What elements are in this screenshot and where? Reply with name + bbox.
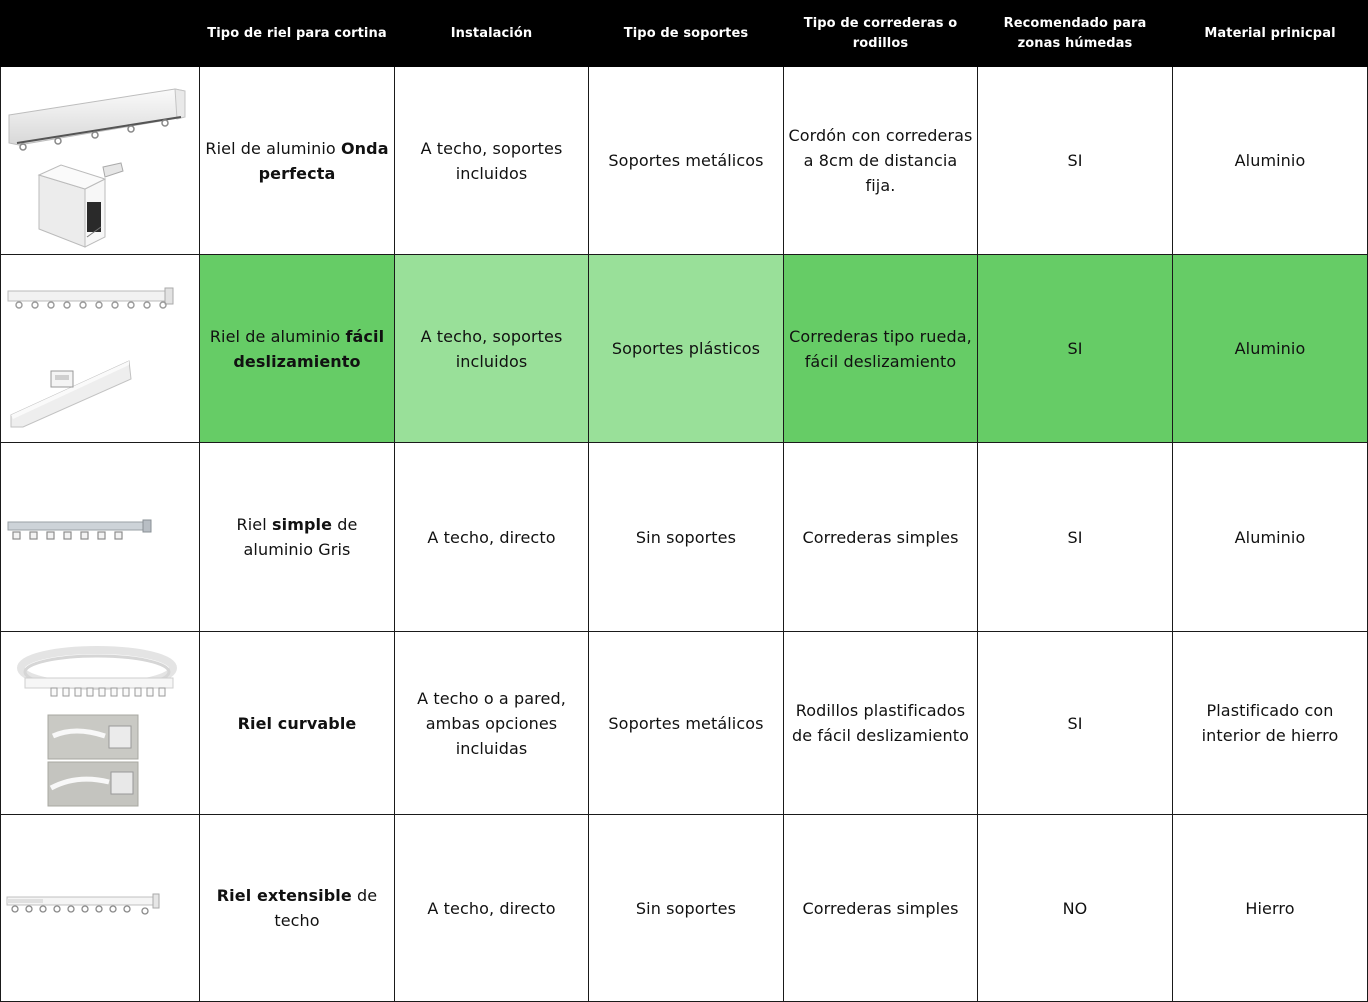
header-material: Material prinicpal xyxy=(1173,1,1368,67)
product-image-cell xyxy=(1,67,200,255)
runners-cell: Correderas simples xyxy=(784,815,978,1002)
table-row-highlighted xyxy=(1,255,1368,443)
supports-cell: Soportes metálicos xyxy=(589,632,784,815)
material-cell: Aluminio xyxy=(1173,255,1368,443)
header-supports: Tipo de soportes xyxy=(589,1,784,67)
aluminium-track-easy-glide-icon xyxy=(5,255,200,442)
supports-cell: Soportes plásticos xyxy=(589,255,784,443)
material-cell: Aluminio xyxy=(1173,443,1368,632)
product-image-cell xyxy=(1,443,200,632)
track-name-cell: Riel de aluminio Onda perfecta xyxy=(200,67,395,255)
product-image-cell xyxy=(1,815,200,1002)
humid-cell: SI xyxy=(978,255,1173,443)
material-cell: Hierro xyxy=(1173,815,1368,1002)
runners-cell: Correderas simples xyxy=(784,443,978,632)
runners-cell: Correderas tipo rueda, fácil deslizamiento xyxy=(784,255,978,443)
humid-cell: SI xyxy=(978,443,1173,632)
header-corner xyxy=(1,1,200,67)
table-row xyxy=(1,443,1368,632)
supports-cell: Sin soportes xyxy=(589,443,784,632)
extensible-track-icon xyxy=(5,815,200,1001)
header-runners: Tipo de correderas o rodillos xyxy=(784,1,978,67)
supports-cell: Soportes metálicos xyxy=(589,67,784,255)
humid-cell: NO xyxy=(978,815,1173,1002)
track-name-cell: Riel de aluminio fácil deslizamiento xyxy=(200,255,395,443)
humid-cell: SI xyxy=(978,67,1173,255)
header-humid: Recomendado para zonas húmedas xyxy=(978,1,1173,67)
table-row xyxy=(1,67,1368,255)
installation-cell: A techo, soportes incluidos xyxy=(395,67,589,255)
runners-cell: Rodillos plastificados de fácil deslizamiento xyxy=(784,632,978,815)
track-name-cell: Riel simple de aluminio Gris xyxy=(200,443,395,632)
product-image-cell xyxy=(1,255,200,443)
installation-cell: A techo o a pared, ambas opciones incluidas xyxy=(395,632,589,815)
simple-grey-track-icon xyxy=(5,443,200,631)
aluminium-track-wave-icon xyxy=(5,67,200,254)
product-image-cell xyxy=(1,632,200,815)
header-track-type: Tipo de riel para cortina xyxy=(200,1,395,67)
material-cell: Aluminio xyxy=(1173,67,1368,255)
table-row xyxy=(1,632,1368,815)
table-row xyxy=(1,815,1368,1002)
header-row xyxy=(1,1,1368,67)
installation-cell: A techo, directo xyxy=(395,815,589,1002)
curvable-track-icon xyxy=(5,632,200,814)
runners-cell: Cordón con correderas a 8cm de distancia fija. xyxy=(784,67,978,255)
material-cell: Plastificado con interior de hierro xyxy=(1173,632,1368,815)
track-name-cell: Riel curvable xyxy=(200,632,395,815)
track-name-cell: Riel extensible de techo xyxy=(200,815,395,1002)
header-installation: Instalación xyxy=(395,1,589,67)
installation-cell: A techo, soportes incluidos xyxy=(395,255,589,443)
humid-cell: SI xyxy=(978,632,1173,815)
installation-cell: A techo, directo xyxy=(395,443,589,632)
supports-cell: Sin soportes xyxy=(589,815,784,1002)
